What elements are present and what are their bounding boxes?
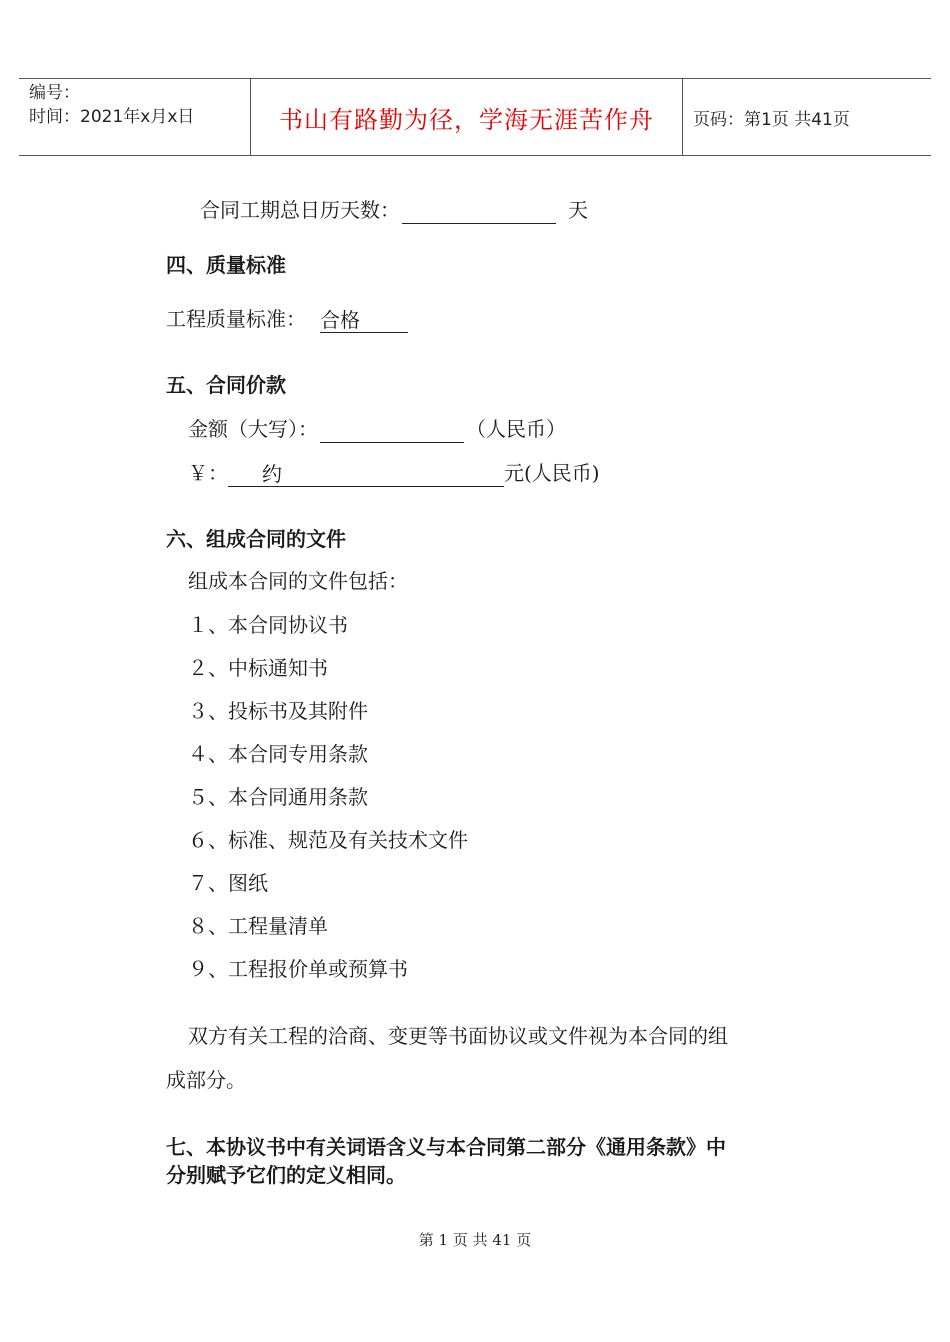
duration-unit: 天 [568,198,588,222]
yen-label: ￥： [188,461,228,485]
duration-line [200,196,588,224]
header-page-count: 页码：第1页 共41页 [693,109,850,130]
list-item: ４、本合同专用条款 [188,742,368,766]
list-item: ７、图纸 [188,871,268,895]
section6-intro: 组成本合同的文件包括： [188,569,408,593]
quality-value: 合格 [320,308,408,333]
header-motto: 书山有路勤为径，学海无涯苦作舟 [251,79,683,155]
yen-suffix: 元(人民币) [504,461,600,485]
list-item: ５、本合同通用条款 [188,785,368,809]
amount-label: 金额（大写）： [188,417,318,441]
list-item: ６、标准、规范及有关技术文件 [188,828,468,852]
list-item: ９、工程报价单或预算书 [188,957,408,981]
amount-blank[interactable] [320,419,464,443]
amount-suffix: （人民币） [466,417,566,441]
quality-label: 工程质量标准： [166,307,306,331]
duration-blank[interactable] [402,200,556,224]
list-item: ３、投标书及其附件 [188,699,368,723]
number-label: 编号： [29,83,80,103]
quality-line [166,305,408,333]
yen-line [188,459,600,487]
section6-title: 六、组成合同的文件 [166,527,346,551]
list-item: ２、中标通知书 [188,656,328,680]
section7-line2: 分别赋予它们的定义相同。 [166,1163,406,1187]
section6-paragraph-line1: 双方有关工程的洽商、变更等书面协议或文件视为本合同的组 [188,1024,728,1048]
page-header [19,78,931,156]
section5-title: 五、合同价款 [166,373,286,397]
time-label: 时间：2021年x月x日 [29,107,195,127]
list-item: １、本合同协议书 [188,613,348,637]
amount-line [188,415,566,443]
section7-line1: 七、本协议书中有关词语含义与本合同第二部分《通用条款》中 [166,1135,726,1159]
section4-title: 四、质量标准 [166,253,286,277]
yen-value: 约 [228,462,504,487]
page-footer: 第 1 页 共 41 页 [418,1231,532,1249]
duration-label: 合同工期总日历天数： [200,198,400,222]
list-item: ８、工程量清单 [188,914,328,938]
section6-paragraph-line2: 成部分。 [166,1068,246,1092]
header-meta [19,79,251,155]
